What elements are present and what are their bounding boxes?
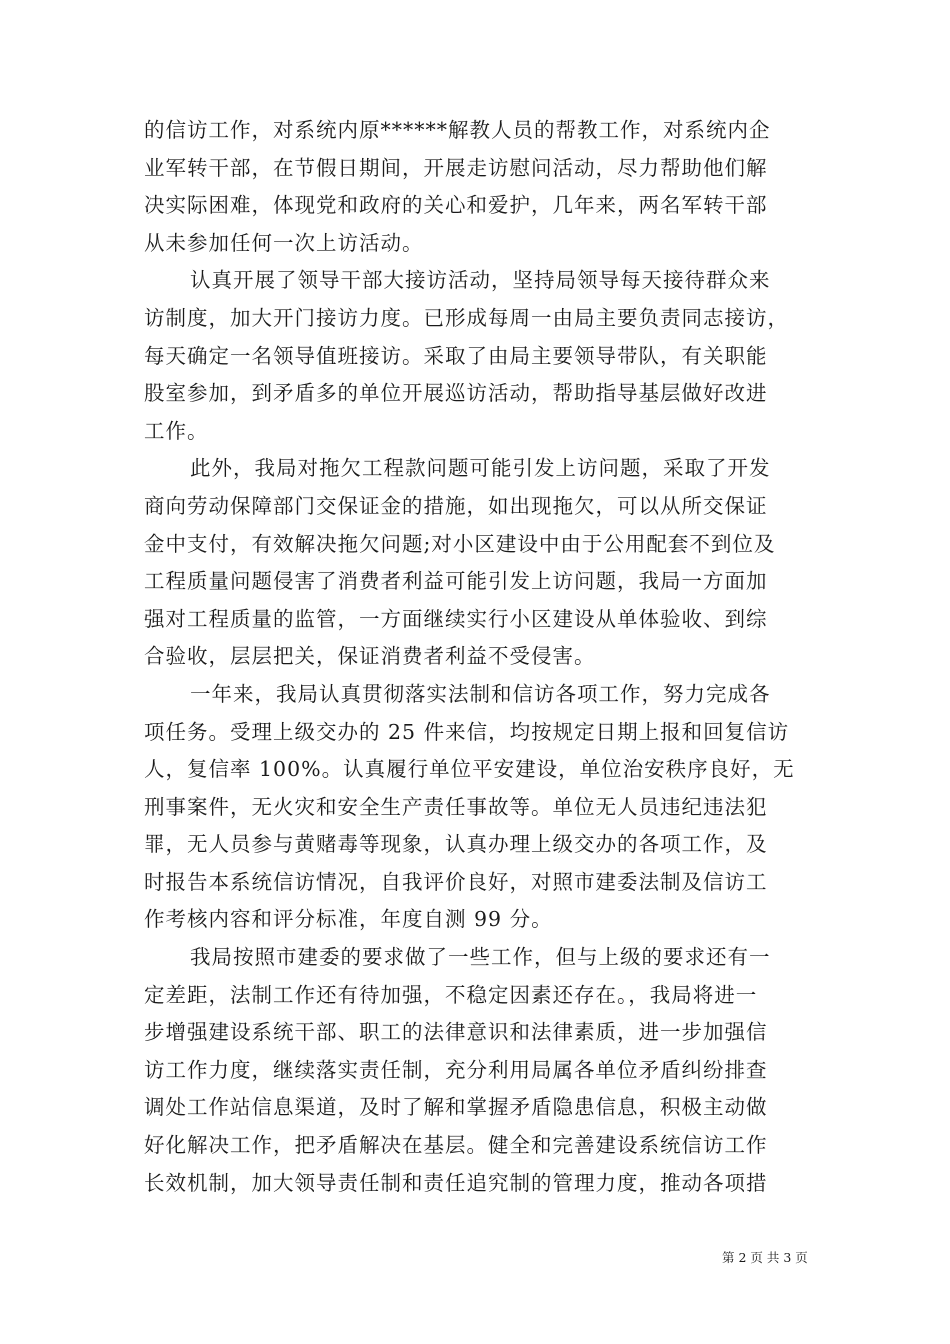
paragraph-2 — [144, 262, 814, 450]
text-line: 的信访工作，对系统内原******解教人员的帮教工作，对系统内企 — [144, 118, 771, 142]
text-line: 合验收，层层把关，保证消费者利益不受侵害。 — [144, 644, 596, 669]
text-line: 定差距，法制工作还有待加强，不稳定因素还存在。，我局将进一 — [144, 982, 758, 1007]
document-body — [144, 112, 814, 1202]
text-line: 步增强建设系统干部、职工的法律意识和法律素质，进一步加强信 — [144, 1020, 768, 1045]
text-line: 调处工作站信息渠道，及时了解和掌握矛盾隐患信息，积极主动做 — [144, 1095, 768, 1120]
text-line: 好化解决工作，把矛盾解决在基层。健全和完善建设系统信访工作 — [144, 1133, 768, 1158]
text-line: 作考核内容和评分标准，年度自测 99 分。 — [144, 907, 553, 932]
paragraph-4 — [144, 676, 814, 939]
text-line: 一年来，我局认真贯彻落实法制和信访各项工作，努力完成各 — [190, 681, 771, 706]
text-line: 从未参加任何一次上访活动。 — [144, 230, 424, 255]
text-line: 刑事案件，无火灾和安全生产责任事故等。单位无人员违纪违法犯 — [144, 794, 768, 819]
text-line: 商向劳动保障部门交保证金的措施，如出现拖欠，可以从所交保证 — [144, 493, 768, 518]
paragraph-5 — [144, 939, 814, 1202]
text-line: 工程质量问题侵害了消费者利益可能引发上访问题，我局一方面加 — [144, 569, 768, 594]
text-line: 每天确定一名领导值班接访。采取了由局主要领导带队，有关职能 — [144, 343, 768, 368]
paragraph-1 — [144, 112, 814, 262]
text-line: 时报告本系统信访情况，自我评价良好，对照市建委法制及信访工 — [144, 869, 768, 894]
text-line: 业军转干部，在节假日期间，开展走访慰问活动，尽力帮助他们解 — [144, 155, 768, 180]
paragraph-3 — [144, 450, 814, 676]
page-number-footer: 第 2 页 共 3 页 — [722, 1250, 808, 1265]
text-line: 强对工程质量的监管，一方面继续实行小区建设从单体验收、到综 — [144, 606, 768, 631]
text-line: 我局按照市建委的要求做了一些工作，但与上级的要求还有一 — [190, 945, 771, 970]
text-line: 此外，我局对拖欠工程款问题可能引发上访问题，采取了开发 — [190, 456, 771, 481]
text-line: 人，复信率 100%。认真履行单位平安建设，单位治安秩序良好，无 — [144, 757, 795, 782]
text-line: 长效机制，加大领导责任制和责任追究制的管理力度，推动各项措 — [144, 1170, 768, 1195]
text-line: 访工作力度，继续落实责任制，充分利用局属各单位矛盾纠纷排查 — [144, 1057, 768, 1082]
text-line: 访制度，加大开门接访力度。已形成每周一由局主要负责同志接访， — [144, 305, 789, 330]
text-line: 股室参加，到矛盾多的单位开展巡访活动，帮助指导基层做好改进 — [144, 381, 768, 406]
text-line: 罪，无人员参与黄赌毒等现象，认真办理上级交办的各项工作，及 — [144, 832, 768, 857]
text-line: 工作。 — [144, 418, 209, 443]
text-line: 认真开展了领导干部大接访活动，坚持局领导每天接待群众来 — [190, 268, 771, 293]
text-line: 决实际困难，体现党和政府的关心和爱护，几年来，两名军转干部 — [144, 193, 768, 218]
text-line: 项任务。受理上级交办的 25 件来信，均按规定日期上报和回复信访 — [144, 719, 790, 744]
text-line: 金中支付，有效解决拖欠问题;对小区建设中由于公用配套不到位及 — [144, 531, 776, 556]
